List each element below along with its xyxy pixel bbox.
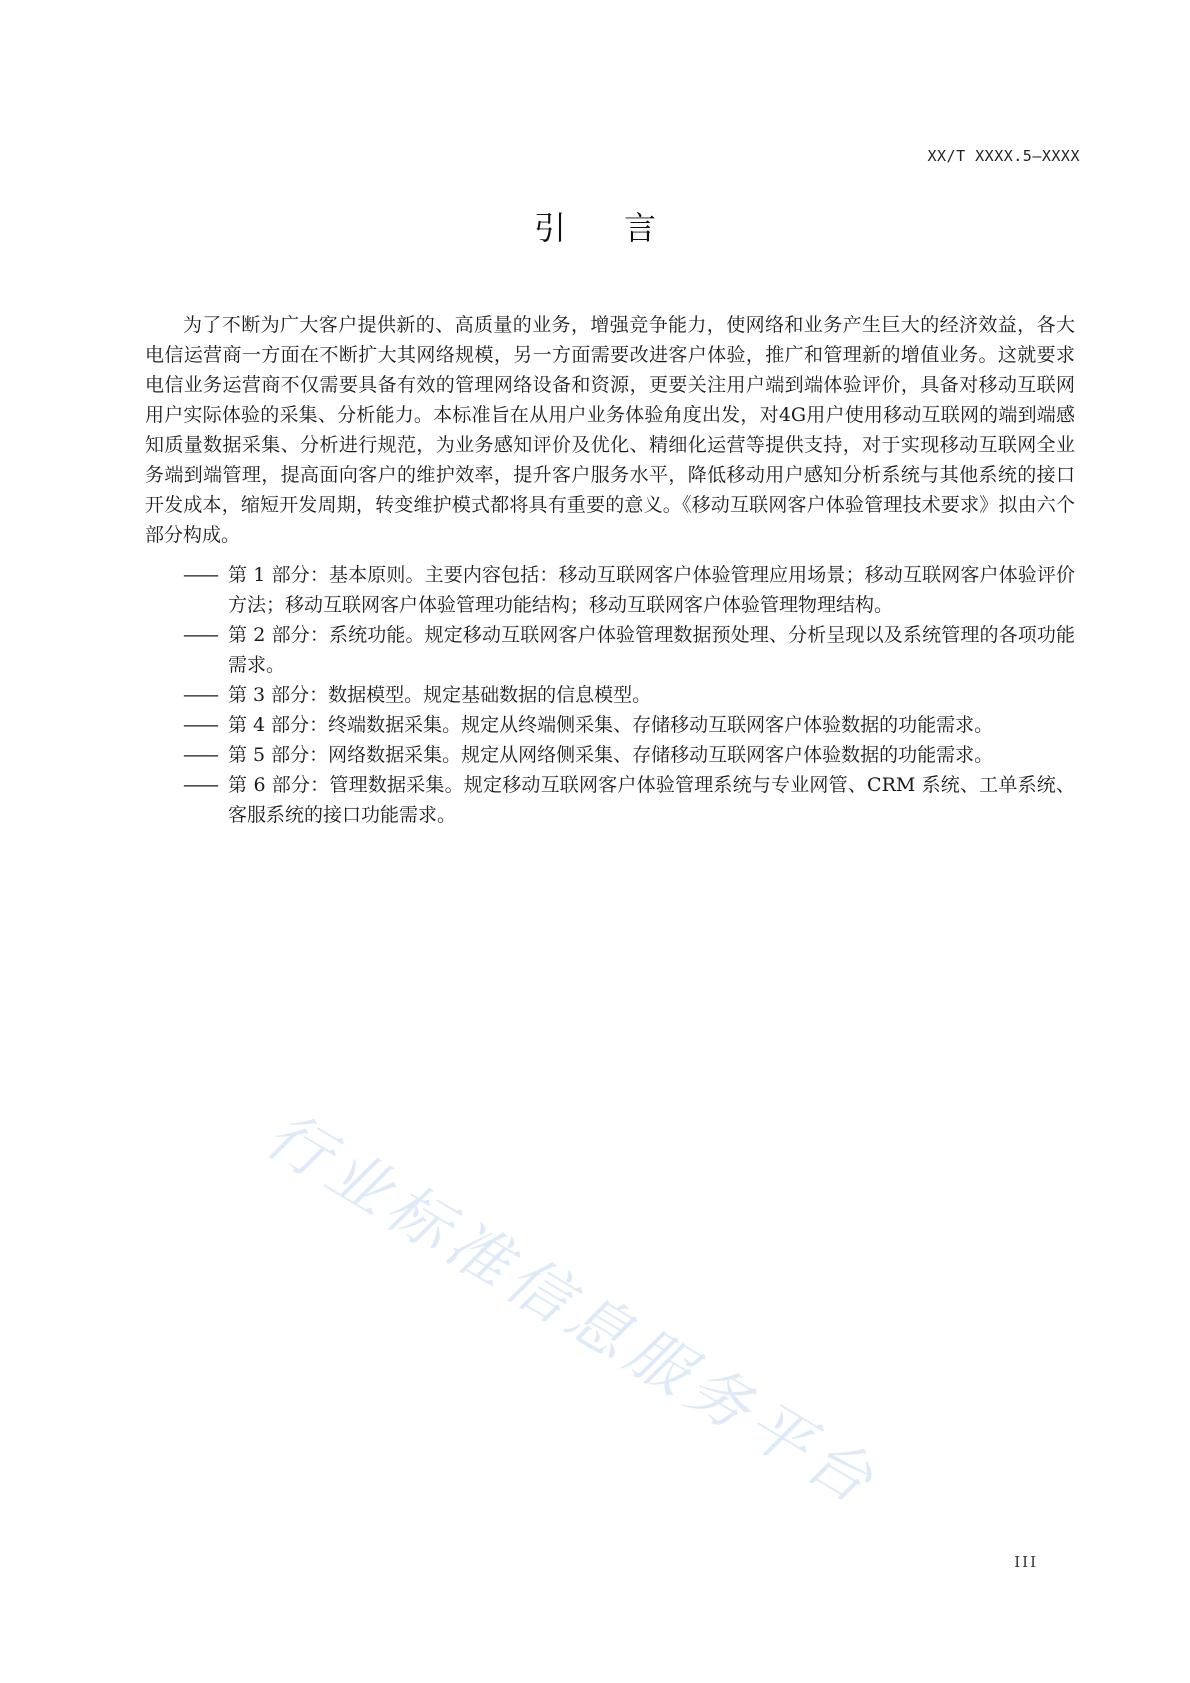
em-dash: ——	[183, 744, 217, 766]
part-item	[145, 740, 1075, 770]
part-item	[145, 770, 1075, 830]
part-text: 第 1 部分：基本原则。主要内容包括：移动互联网客户体验管理应用场景；移动互联网客户体验评价方法；移动互联网客户体验管理功能结构；移动互联网客户体验管理物理结构。	[228, 564, 1075, 616]
intro-paragraph: 为了不断为广大客户提供新的、高质量的业务，增强竞争能力，使网络和业务产生巨大的经济效益，各大电信运营商一方面在不断扩大其网络规模，另一方面需要改进客户体验，推广和管理新的增值业务。这就要求电信业务运营商不仅需要具备有效的管理网络设备和资源，更要关注用户端到端体验评价，具备对移动互联网用户实际体验的采集、分析能力。本标准旨在从用户业务体验角度出发，对4G用户使用移动互联网的端到端感知质量数据采集、分析进行规范，为业务感知评价及优化、精细化运营等提供支持，对于实现移动互联网全业务端到端管理，提高面向客户的维护效率，提升客户服务水平，降低移动用户感知分析系统与其他系统的接口开发成本，缩短开发周期，转变维护模式都将具有重要的意义。《移动互联网客户体验管理技术要求》拟由六个部分构成。	[145, 314, 1075, 546]
document-code: XX/T XXXX.5—XXXX	[927, 147, 1080, 165]
part-text: 第 4 部分：终端数据采集。规定从终端侧采集、存储移动互联网客户体验数据的功能需求。	[228, 714, 994, 736]
part-text: 第 5 部分：网络数据采集。规定从网络侧采集、存储移动互联网客户体验数据的功能需求。	[228, 744, 994, 766]
part-text: 第 2 部分：系统功能。规定移动互联网客户体验管理数据预处理、分析呈现以及系统管理的各项功能需求。	[228, 624, 1075, 676]
part-item	[145, 680, 1075, 710]
part-text: 第 3 部分：数据模型。规定基础数据的信息模型。	[228, 684, 652, 706]
part-item	[145, 710, 1075, 740]
em-dash: ——	[183, 624, 217, 646]
em-dash: ——	[183, 714, 217, 736]
em-dash: ——	[183, 774, 217, 796]
em-dash: ——	[183, 684, 217, 706]
parts-list	[145, 560, 1075, 830]
em-dash: ——	[183, 564, 217, 586]
page-title: 引言	[533, 209, 714, 247]
page-number: III	[1014, 1553, 1038, 1571]
watermark: 行业标准信息服务平台	[253, 1097, 892, 1521]
part-item	[145, 620, 1075, 680]
part-item	[145, 560, 1075, 620]
part-text: 第 6 部分：管理数据采集。规定移动互联网客户体验管理系统与专业网管、CRM 系统、工单系统、客服系统的接口功能需求。	[228, 774, 1075, 826]
